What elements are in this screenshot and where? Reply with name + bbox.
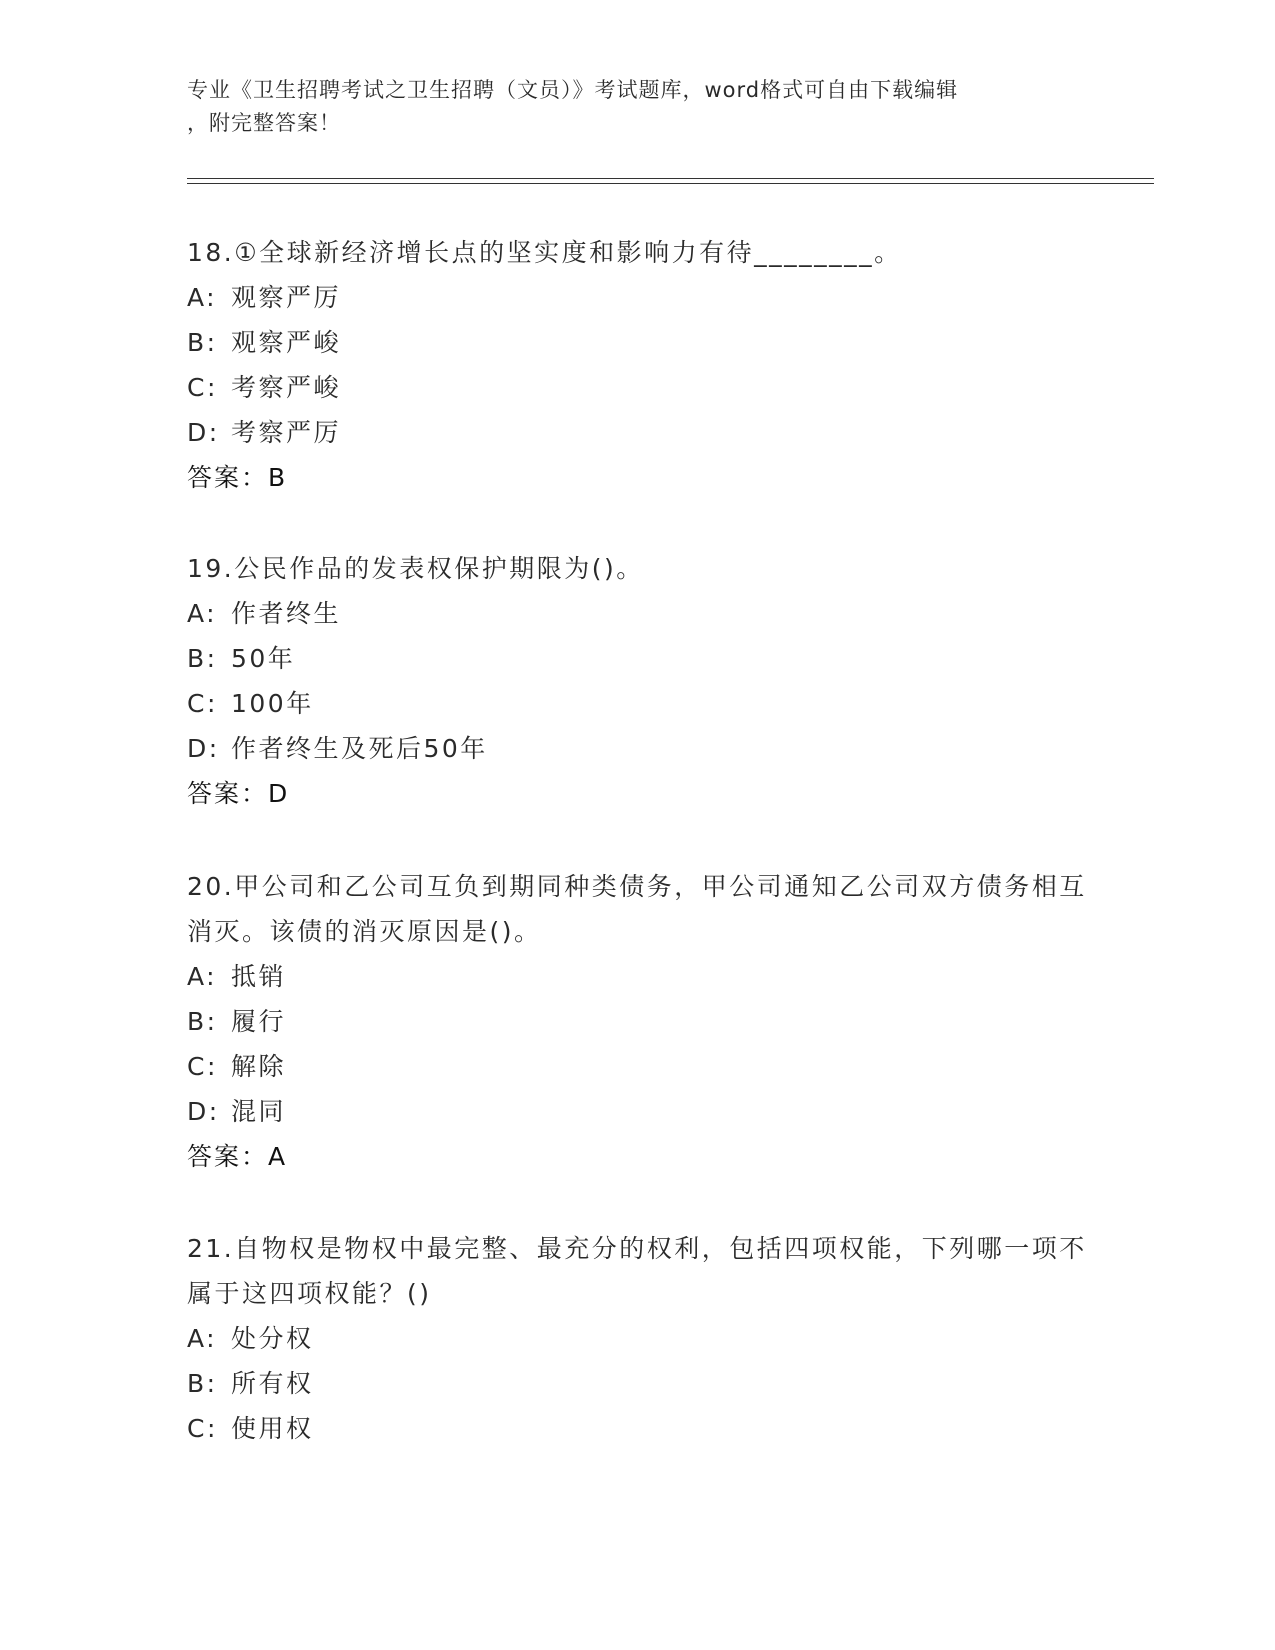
option-letter: D: [187, 418, 220, 447]
option-text: 观察严峻 [231, 328, 342, 357]
option-d [187, 726, 1087, 771]
option-letter: D: [187, 1097, 220, 1126]
option-b [187, 1361, 1087, 1406]
option-a [187, 275, 1087, 320]
header-line-1: 专业《卫生招聘考试之卫生招聘（文员）》考试题库，word格式可自由下载编辑 [187, 78, 959, 102]
option-letter: B: [187, 1007, 218, 1036]
option-text: 作者终生 [231, 599, 342, 628]
option-d [187, 1089, 1087, 1134]
question-18 [187, 230, 1087, 500]
header-divider-top [187, 178, 1154, 179]
option-letter: A: [187, 1324, 218, 1353]
option-letter: B: [187, 328, 218, 357]
option-c [187, 1044, 1087, 1089]
option-text: 考察严峻 [231, 373, 342, 402]
option-b [187, 320, 1087, 365]
option-letter: D: [187, 734, 220, 763]
option-text: 履行 [231, 1007, 287, 1036]
question-stem: 21.自物权是物权中最完整、最充分的权利，包括四项权能，下列哪一项不属于这四项权能？() [187, 1234, 1087, 1308]
option-letter: A: [187, 962, 218, 991]
option-d [187, 410, 1087, 455]
option-letter: C: [187, 373, 218, 402]
option-c [187, 365, 1087, 410]
question-21 [187, 1226, 1087, 1451]
answer-line: 答案：B [187, 463, 288, 492]
document-header [187, 74, 1087, 140]
option-text: 观察严厉 [231, 283, 342, 312]
header-divider-bottom [187, 183, 1154, 184]
question-20 [187, 864, 1087, 1179]
option-letter: B: [187, 644, 218, 673]
option-text: 使用权 [231, 1414, 314, 1443]
option-b [187, 999, 1087, 1044]
option-c [187, 681, 1087, 726]
question-stem: 20.甲公司和乙公司互负到期同种类债务，甲公司通知乙公司双方债务相互消灭。该债的消灭原因是()。 [187, 872, 1087, 946]
option-text: 所有权 [231, 1369, 314, 1398]
option-text: 抵销 [231, 962, 287, 991]
option-text: 处分权 [231, 1324, 314, 1353]
answer-line: 答案：A [187, 1142, 288, 1171]
answer-line: 答案：D [187, 779, 290, 808]
option-letter: C: [187, 1414, 218, 1443]
question-stem: 19.公民作品的发表权保护期限为()。 [187, 554, 644, 583]
question-19 [187, 546, 1087, 816]
option-a [187, 954, 1087, 999]
option-a [187, 591, 1087, 636]
option-a [187, 1316, 1087, 1361]
option-letter: C: [187, 1052, 218, 1081]
option-text: 作者终生及死后50年 [231, 734, 488, 763]
option-c [187, 1406, 1087, 1451]
option-text: 混同 [231, 1097, 287, 1126]
option-text: 解除 [231, 1052, 287, 1081]
header-line-2: ，附完整答案！ [187, 111, 341, 135]
option-letter: A: [187, 283, 218, 312]
option-text: 考察严厉 [231, 418, 342, 447]
option-letter: A: [187, 599, 218, 628]
option-letter: B: [187, 1369, 218, 1398]
option-text: 50年 [231, 644, 296, 673]
question-stem: 18.①全球新经济增长点的坚实度和影响力有待________。 [187, 238, 902, 267]
option-b [187, 636, 1087, 681]
option-letter: C: [187, 689, 218, 718]
option-text: 100年 [231, 689, 314, 718]
